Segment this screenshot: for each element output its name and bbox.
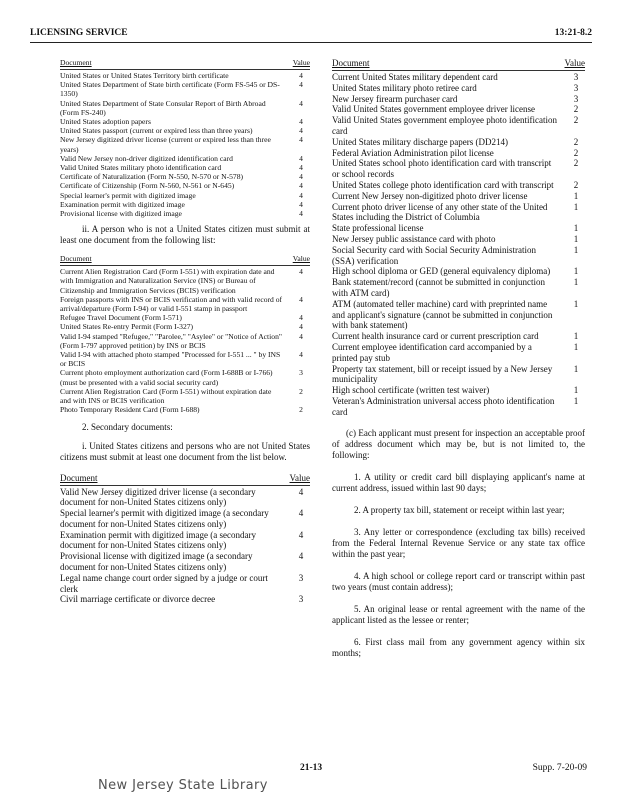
col-header-value: Value <box>292 254 310 264</box>
document-name: Special learner's permit with digitized image <box>60 190 196 200</box>
table-row <box>60 508 310 530</box>
document-value: 4 <box>299 153 303 163</box>
table-header <box>60 58 310 70</box>
document-name: Provisional license with digitized image <box>60 209 182 219</box>
table-row <box>60 135 310 153</box>
document-value: 3 <box>573 93 579 104</box>
table-row <box>60 209 310 218</box>
document-value: 3 <box>298 594 304 605</box>
document-value: 4 <box>299 126 303 136</box>
table-row <box>332 180 585 191</box>
table-row <box>332 277 585 299</box>
paragraph-ii: ii. A person who is not a United States citizen must submit at least one document from the following list: <box>60 224 310 246</box>
col-header-value: Value <box>289 472 310 483</box>
table-row <box>332 72 585 83</box>
document-value: 4 <box>298 486 304 497</box>
table-header <box>60 473 310 486</box>
paragraph-c: (c) Each applicant must present for inspection an acceptable proof of address document which may be, but is not limited to, the following: <box>332 427 585 460</box>
document-value: 4 <box>299 163 303 173</box>
document-value: 4 <box>299 135 303 145</box>
col-header-document: Document <box>332 58 370 68</box>
document-value: 4 <box>299 80 303 90</box>
address-proof-item: 6. First class mail from any government agency within six months; <box>332 636 585 658</box>
document-value: 2 <box>573 136 579 147</box>
document-value: 3 <box>299 368 303 378</box>
document-value: 2 <box>573 179 579 190</box>
table-row <box>332 191 585 202</box>
document-name: Certificate of Citizenship (Form N-560, N-561 or N-645) <box>60 181 235 191</box>
document-value: 4 <box>299 331 303 341</box>
table-row <box>60 172 310 181</box>
document-name: Social Security card with Social Security Administration (SSA) verification <box>332 244 536 266</box>
document-name: United States military discharge papers (DD214) <box>332 136 509 147</box>
address-proof-item: 4. A high school or college report card or transcript within past two years (must contain address); <box>332 570 585 592</box>
table-row <box>332 104 585 115</box>
document-value: 4 <box>299 209 303 219</box>
address-proof-item: 5. An original lease or rental agreement with the name of the applicant listed as the lessee or renter; <box>332 603 585 625</box>
address-proof-item: 1. A utility or credit card bill displaying applicant's name at current address, issued within last 90 days; <box>332 471 585 493</box>
col-header-document: Document <box>60 472 98 483</box>
document-value: 1 <box>573 223 579 234</box>
document-name: State professional license <box>332 223 424 234</box>
document-value: 1 <box>573 385 579 396</box>
document-name: United States Department of State birth certificate (Form FS-545 or DS-1350) <box>60 80 280 99</box>
table-row <box>60 295 310 313</box>
document-name: Valid United States military photo identification card <box>60 163 222 173</box>
document-name: Current photo driver license of any other state of the United States including the District of Columbia <box>332 201 548 223</box>
page-header <box>30 28 592 43</box>
table-row <box>60 80 310 98</box>
table-row <box>332 299 585 331</box>
address-proof-list <box>332 472 585 659</box>
table-row <box>60 267 310 295</box>
table-header <box>332 58 585 71</box>
right-column <box>332 58 585 659</box>
table-row <box>332 83 585 94</box>
document-value: 4 <box>298 508 304 519</box>
table-row <box>60 117 310 126</box>
document-value: 4 <box>298 529 304 540</box>
document-value: 1 <box>573 298 579 309</box>
table-row <box>332 115 585 137</box>
document-value: 3 <box>573 82 579 93</box>
document-name: Examination permit with digitized image (a secondary document for non-United States citizens only) <box>60 529 256 551</box>
document-name: Special learner's permit with digitized image (a secondary document for non-United States citizens only) <box>60 508 269 529</box>
document-name: Certificate of Naturalization (Form N-550, N-570 or N-578) <box>60 172 244 182</box>
document-value: 2 <box>573 147 579 158</box>
table-row <box>60 322 310 331</box>
document-value: 1 <box>573 331 579 342</box>
document-name: United States or United States Territory birth certificate <box>60 71 229 80</box>
document-name: Bank statement/record (cannot be submitted in conjunction with ATM card) <box>332 277 545 298</box>
document-value: 4 <box>299 181 303 191</box>
document-value: 1 <box>573 395 579 406</box>
table-row <box>60 387 310 405</box>
document-value: 4 <box>299 190 303 200</box>
document-value: 1 <box>573 233 579 244</box>
document-value: 4 <box>299 98 303 108</box>
document-name: Valid I-94 with attached photo stamped "Processed for I-551 ... " by INS or BCIS <box>60 350 281 369</box>
document-value: 3 <box>573 72 579 82</box>
document-name: Legal name change court order signed by a judge or court clerk <box>60 572 268 594</box>
document-name: United States passport (current or expired less than three years) <box>60 126 253 136</box>
table-row <box>332 223 585 234</box>
table-row <box>332 202 585 224</box>
noncitizen-documents-table <box>60 254 310 414</box>
document-value: 4 <box>299 71 303 80</box>
document-value: 4 <box>299 267 303 277</box>
col-header-value: Value <box>292 58 310 67</box>
col-header-value: Value <box>564 58 585 68</box>
table-body <box>332 72 585 418</box>
paragraph-2: 2. Secondary documents: <box>82 421 173 432</box>
document-name: Valid New Jersey digitized driver license (a secondary document for non-United States citizens only) <box>60 486 256 508</box>
document-name: High school certificate (written test waiver) <box>332 385 490 396</box>
document-value: 1 <box>573 341 579 352</box>
table-row <box>60 154 310 163</box>
table-row <box>60 573 310 595</box>
document-name: ATM (automated teller machine) card with preprinted name and applicant's signature (cannot be submitted in conjunction with bank statement) <box>332 298 553 331</box>
document-name: United States college photo identification card with transcript <box>332 179 554 190</box>
document-name: New Jersey digitized driver license (current or expired less than three years) <box>60 135 271 154</box>
address-proof-item: 3. Any letter or correspondence (excluding tax bills) received from the Federal Internal Revenue Service or any state tax office within the past year; <box>332 526 585 559</box>
table-row <box>332 342 585 364</box>
document-value: 4 <box>299 117 303 127</box>
document-value: 4 <box>299 294 303 304</box>
table-row <box>332 245 585 267</box>
table-row <box>60 487 310 509</box>
table-row <box>60 368 310 386</box>
document-name: Refugee Travel Document (Form I-571) <box>60 313 182 323</box>
header-section-number: 13:21-8.2 <box>554 28 592 38</box>
document-value: 1 <box>573 190 579 201</box>
document-name: Valid I-94 stamped "Refugee," "Parolee," "Asylee" or "Notice of Action" (Form I-797 approved petition) by INS or BCIS <box>60 331 282 350</box>
table-row <box>332 234 585 245</box>
table-row <box>60 350 310 368</box>
document-value: 2 <box>299 405 303 415</box>
table-body <box>60 71 310 218</box>
table-row <box>332 396 585 418</box>
left-column <box>60 58 310 605</box>
document-name: Examination permit with digitized image <box>60 199 185 209</box>
table-header <box>60 254 310 266</box>
table-row <box>60 126 310 135</box>
table-row <box>60 200 310 209</box>
document-name: Civil marriage certificate or divorce decree <box>60 594 216 605</box>
document-name: Valid United States government employee driver license <box>332 104 535 115</box>
document-value: 3 <box>298 572 304 583</box>
document-name: New Jersey public assistance card with photo <box>332 233 496 244</box>
col-header-document: Document <box>60 254 92 264</box>
document-value: 4 <box>299 172 303 182</box>
document-name: Current New Jersey non-digitized photo driver license <box>332 190 528 201</box>
document-name: High school diploma or GED (general equivalency diploma) <box>332 266 551 277</box>
secondary-documents-table-continued <box>332 58 585 418</box>
table-row <box>60 313 310 322</box>
table-row <box>60 99 310 117</box>
document-value: 1 <box>573 266 579 277</box>
table-row <box>60 405 310 414</box>
page-number: 21-13 <box>300 763 323 773</box>
document-name: United States military photo retiree card <box>332 82 477 93</box>
table-row <box>60 181 310 190</box>
document-name: United States Re-entry Permit (Form I-327) <box>60 322 194 332</box>
secondary-documents-table <box>60 473 310 606</box>
address-proof-item: 2. A property tax bill, statement or receipt within last year; <box>354 504 565 515</box>
document-value: 1 <box>573 277 579 288</box>
table-row <box>60 191 310 200</box>
table-row <box>60 163 310 172</box>
document-value: 4 <box>299 313 303 323</box>
table-row <box>60 594 310 605</box>
document-name: Photo Temporary Resident Card (Form I-688) <box>60 405 200 415</box>
table-row <box>332 266 585 277</box>
document-value: 2 <box>573 104 579 115</box>
document-name: Current Alien Registration Card (Form I-551) without expiration date and with INS or BCIS verification <box>60 386 272 406</box>
primary-documents-table <box>60 58 310 218</box>
document-name: Current employee identification card accompanied by a printed pay stub <box>332 341 532 363</box>
document-value: 2 <box>573 115 579 126</box>
document-name: Current health insurance card or current prescription card <box>332 331 539 342</box>
document-name: Veteran's Administration universal access photo identification card <box>332 395 555 417</box>
document-name: Provisional license with digitized image (a secondary document for non-United States citizens only) <box>60 551 253 573</box>
document-value: 2 <box>299 386 303 396</box>
document-name: United States Department of State Consular Report of Birth Abroad (Form FS-240) <box>60 98 266 117</box>
document-name: Current United States military dependent card <box>332 72 498 82</box>
table-row <box>332 94 585 105</box>
supplement-date: Supp. 7-20-09 <box>532 763 587 773</box>
table-row <box>332 148 585 159</box>
document-value: 1 <box>573 201 579 212</box>
header-section-title: LICENSING SERVICE <box>30 28 128 38</box>
document-value: 1 <box>573 244 579 255</box>
library-stamp: New Jersey State Library <box>98 778 268 793</box>
col-header-document: Document <box>60 58 92 67</box>
document-name: Property tax statement, bill or receipt issued by a New Jersey municipality <box>332 363 553 385</box>
table-row <box>60 71 310 80</box>
document-value: 4 <box>299 350 303 360</box>
table-body <box>60 267 310 414</box>
document-value: 4 <box>298 551 304 562</box>
document-name: Foreign passports with INS or BCIS verification and with valid record of arrival/departure (Form I-94) or valid I-551 stamp in passport <box>60 294 283 314</box>
document-name: United States adoption papers <box>60 117 151 127</box>
document-name: Valid United States government employee photo identification card <box>332 115 557 136</box>
table-row <box>332 385 585 396</box>
table-row <box>60 332 310 350</box>
table-row <box>60 551 310 573</box>
document-value: 1 <box>573 363 579 374</box>
document-name: United States school photo identification card with transcript or school records <box>332 158 552 180</box>
table-row <box>332 364 585 386</box>
table-body <box>60 487 310 606</box>
document-value: 4 <box>299 322 303 332</box>
table-row <box>60 530 310 552</box>
document-value: 4 <box>299 199 303 209</box>
table-row <box>332 137 585 148</box>
table-row <box>332 331 585 342</box>
document-value: 2 <box>573 158 579 169</box>
document-name: Current Alien Registration Card (Form I-551) with expiration date and with Immigration and Naturalization Service (INS) or Bureau of Citizenship and Immigration Services (BCIS) verification <box>60 267 275 295</box>
document-name: Federal Aviation Administration pilot license <box>332 147 494 158</box>
paragraph-2i: i. United States citizens and persons who are not United States citizens must submit at least one document from the list below. <box>60 440 310 462</box>
table-row <box>332 158 585 180</box>
document-name: Valid New Jersey non-driver digitized identification card <box>60 153 233 163</box>
document-name: New Jersey firearm purchaser card <box>332 93 458 104</box>
document-name: Current photo employment authorization card (Form I-688B or I-766) (must be presented with a valid social security card) <box>60 368 273 387</box>
